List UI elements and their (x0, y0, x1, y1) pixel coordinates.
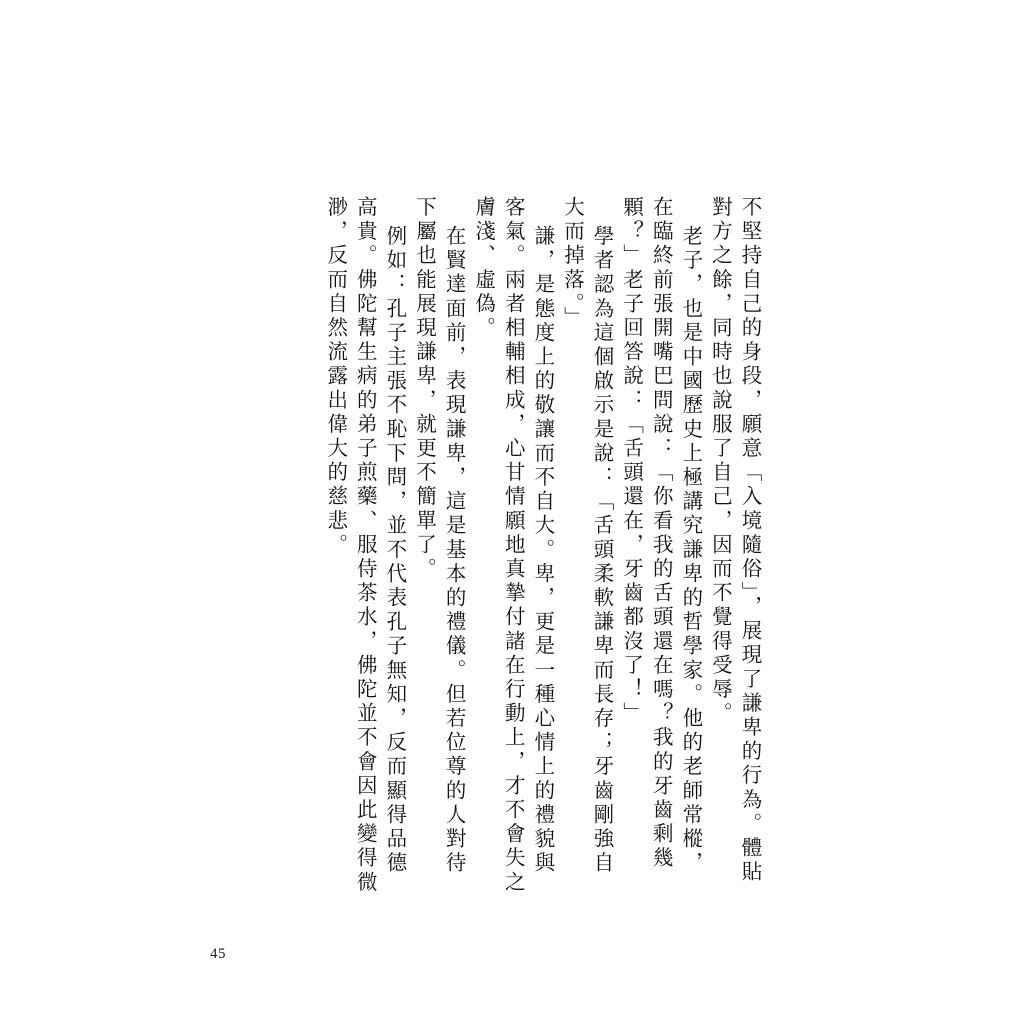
paragraph-1: 不堅持自己的身段，願意「入境隨俗」，展現了謙卑的行為。體貼對方之餘，同時也說服了自己，因而不覺得受辱。 (708, 196, 762, 885)
paragraph-5: 在賢達面前，表現謙卑，這是基本的禮儀。但若位尊的人對待下屬也能展現謙卑，就更不簡單了。 (412, 196, 467, 876)
paragraph-4: 謙，是態度上的敬讓而不自大。卑，更是一種心情上的禮貌與客氣。兩者相輔相成，心甘情願地真摯付諸在行動上，才不會失之膚淺、虛偽。 (471, 196, 555, 895)
paragraph-6: 例如：孔子主張不恥下問，並不代表孔子無知，反而顯得品德高貴。佛陀幫生病的弟子煎藥、服侍茶水，佛陀並不會因此變得微渺，反而自然流露出偉大的慈悲。 (323, 196, 407, 895)
vertical-text-body (244, 196, 764, 896)
page-number: 45 (210, 946, 226, 962)
paragraph-3: 學者認為這個啟示是說：「舌頭柔軟謙卑而長存；牙齒剛強自大而掉落。」 (560, 196, 615, 876)
paragraph-2: 老子，也是中國歷史上極講究謙卑的哲學家。他的老師常樅，在臨終前張開嘴巴問說：「你看我的舌頭還在嗎？我的牙齒剩幾顆？」老子回答說：「舌頭還在，牙齒都沒了！」 (619, 196, 703, 876)
